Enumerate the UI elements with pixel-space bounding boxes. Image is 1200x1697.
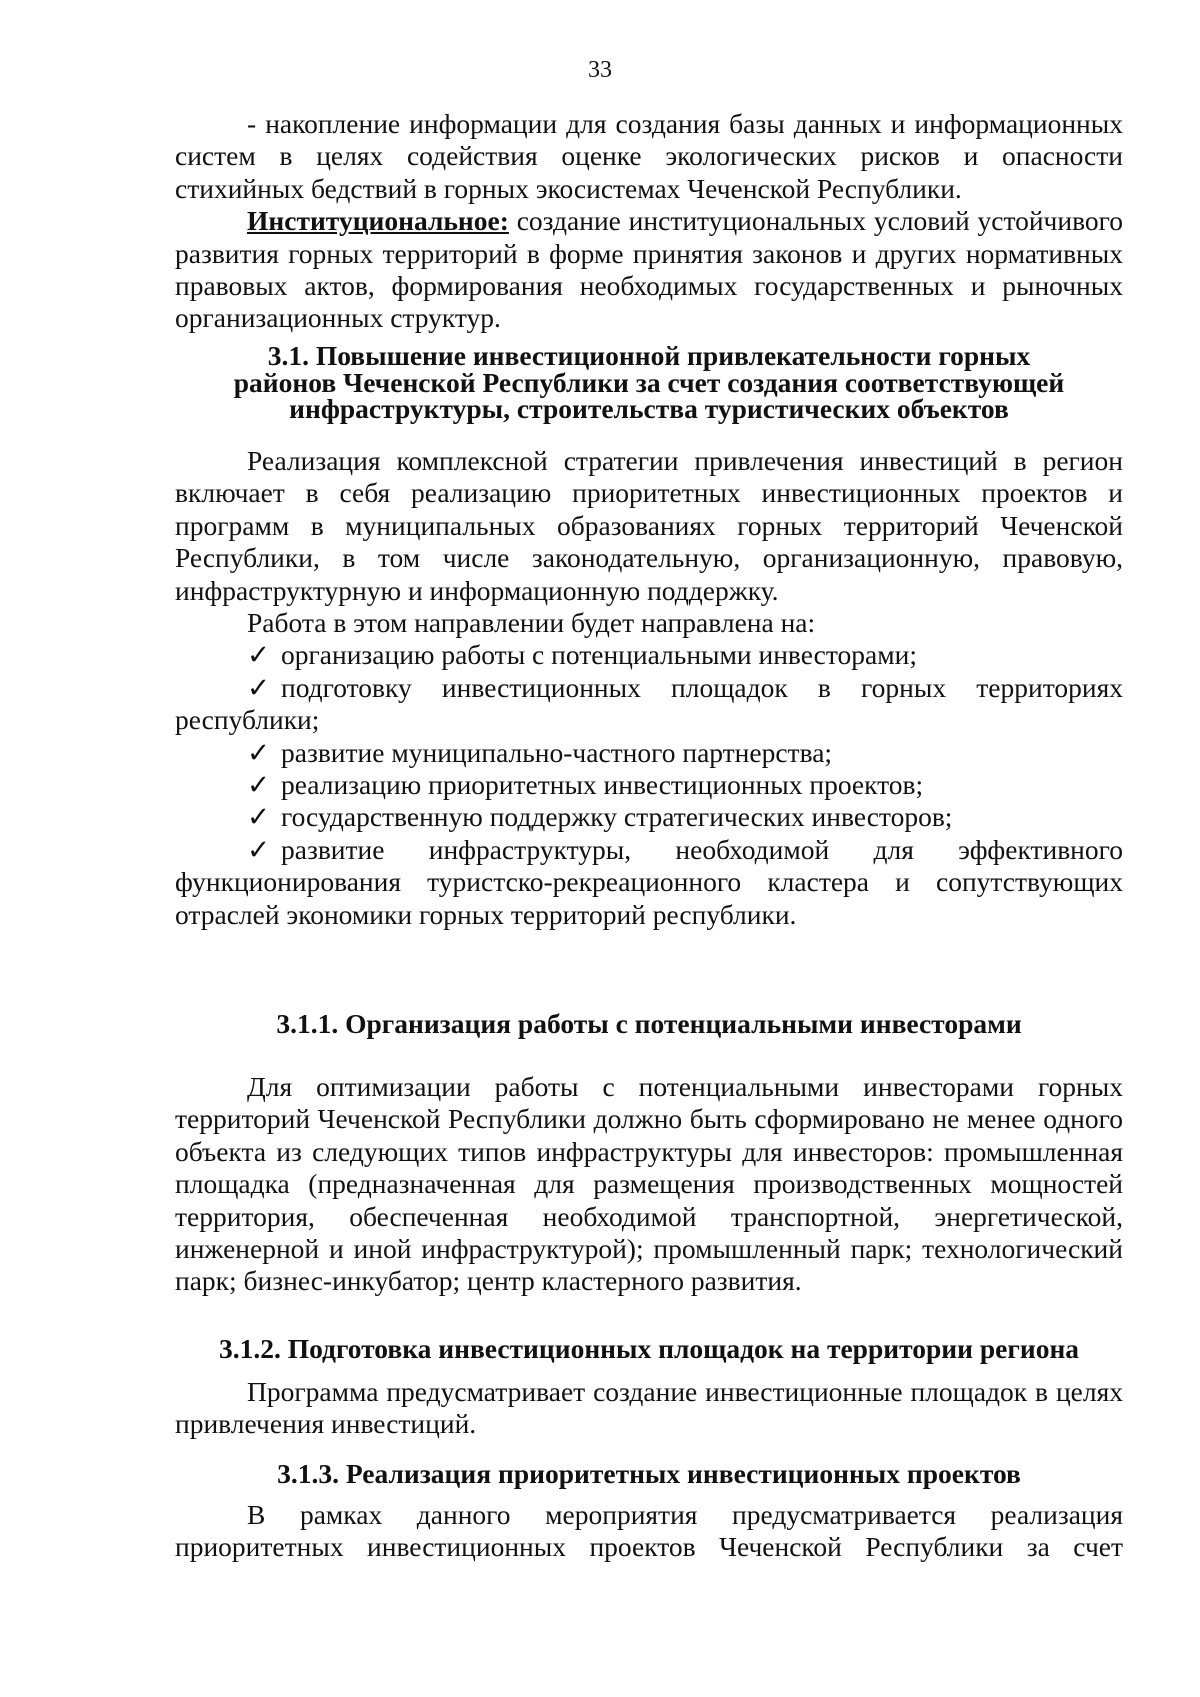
section-3-1-3-body — [175, 1499, 1123, 1564]
paragraph-strategy: Реализация комплексной стратегии привлечения инвестиций в регион включает в себя реализацию приоритетных инвестиционных проектов и программ в муниципальных образованиях горных территорий Чеченской Республики, в том числе законодательную, организационную, правовую, инфраструктурную и информационную поддержку. — [175, 445, 1123, 606]
section-3-1-1-body — [175, 1071, 1123, 1298]
section-3-1-2-body — [175, 1376, 1123, 1441]
check-icon: ✓ — [247, 639, 271, 671]
checklist-item: ✓ государственную поддержку стратегических инвесторов; — [247, 801, 953, 833]
section-3-1-title — [175, 340, 1123, 424]
check-icon: ✓ — [247, 736, 271, 768]
section-3-1-body — [175, 445, 1123, 931]
institutional-text: создание институциональных условий устойчивого развития горных территорий в форме принятия законов и других нормативных правовых актов, формирования необходимых государственных и рыночных организационных структур. — [175, 205, 1123, 334]
section-3-1-2-title: 3.1.2. Подготовка инвестиционных площадок на территории региона — [218, 1333, 1080, 1364]
check-icon: ✓ — [247, 671, 271, 703]
checklist-item: ✓ реализацию приоритетных инвестиционных проектов; — [247, 769, 924, 801]
section-3-1-title-line: инфраструктуры, строительства туристических объектов — [289, 393, 1009, 424]
check-icon: ✓ — [247, 769, 271, 801]
paragraph-institutional — [175, 205, 1123, 335]
section-3-1-title-line: районов Чеченской Республики за счет создания соответствующей — [233, 366, 1065, 398]
checklist-item: ✓ подготовку инвестиционных площадок в горных территориях республики; — [175, 671, 1123, 736]
paragraph-accumulation: - накопление информации для создания базы данных и информационных систем в целях содействия оценке экологических рисков и опасности стихийных бедствий в горных экосистемах Чеченской Республики. — [175, 108, 1123, 204]
checklist-item: ✓ развитие муниципально-частного партнерства; — [247, 736, 833, 768]
intro-block — [175, 108, 1123, 335]
checklist-item: ✓ организацию работы с потенциальными инвесторами; — [247, 639, 917, 671]
check-icon: ✓ — [247, 833, 271, 865]
paragraph-sites: Программа предусматривает создание инвестиционные площадок в целях привлечения инвестиций. — [175, 1376, 1123, 1440]
paragraph-investors: Для оптимизации работы с потенциальными инвесторами горных территорий Чеченской Республики должно быть сформировано не менее одного объекта из следующих типов инфраструктуры для инвесторов: промышленная площадка (предназначенная для размещения производственных мощностей территория, обеспеченная необходимой транспортной, энергетической, инженерной и иной инфраструктурой); промышленный парк; технологический парк; бизнес-инкубатор; центр кластерного развития. — [175, 1071, 1123, 1297]
paragraph-direction: Работа в этом направлении будет направлена на: — [247, 607, 816, 639]
paragraph-projects: В рамках данного мероприятия предусматривается реализация приоритетных инвестиционных проектов Чеченской Республики за счет — [175, 1499, 1123, 1563]
check-icon: ✓ — [247, 801, 271, 833]
section-3-1-3-title: 3.1.3. Реализация приоритетных инвестиционных проектов — [277, 1458, 1021, 1489]
page-number: 33 — [588, 57, 612, 83]
checklist-item: ✓ развитие инфраструктуры, необходимой для эффективного функционирования туристско-рекреационного кластера и сопутствующих отраслей экономики горных территорий республики. — [175, 833, 1123, 930]
institutional-label: Институциональное: — [247, 205, 509, 237]
section-3-1-1-title: 3.1.1. Организация работы с потенциальными инвесторами — [276, 1008, 1022, 1039]
section-3-1-title-line: 3.1. Повышение инвестиционной привлекательности горных — [267, 340, 1031, 371]
